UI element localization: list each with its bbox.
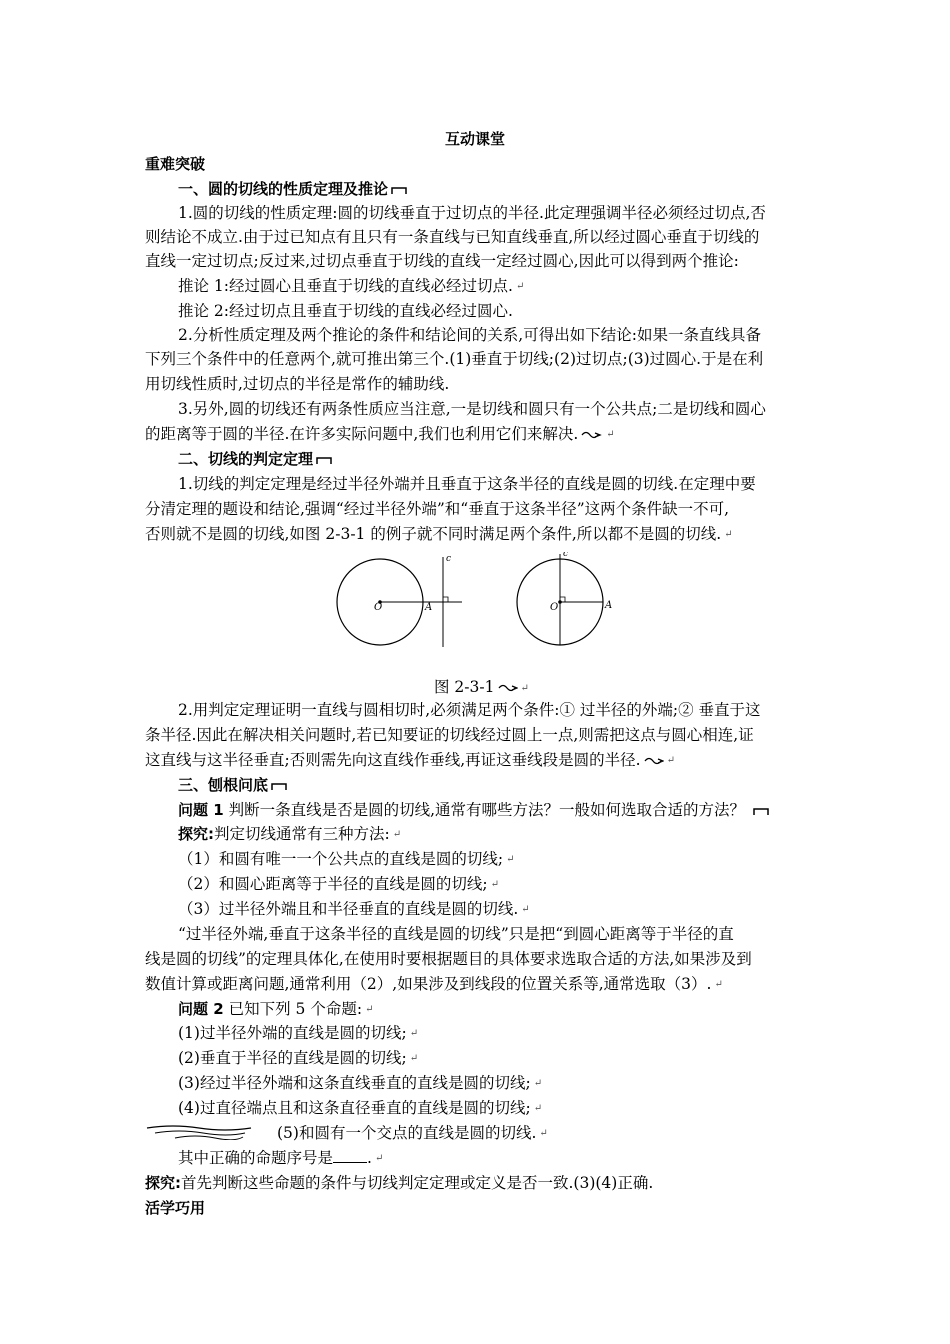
statement-text: (5)和圆有一个交点的直线是圆的切线. xyxy=(277,1124,537,1142)
question-1 xyxy=(178,799,769,821)
paragraph-line: 2.用判定定理证明一直线与圆相切时,必须满足两个条件:① 过半径的外端;② 垂直于这 xyxy=(178,701,761,719)
paragraph-line: 1.切线的判定定理是经过半径外端并且垂直于这条半径的直线是圆的切线.在定理中要 xyxy=(178,475,756,493)
paragraph-line xyxy=(145,973,723,996)
paragraph-line: 2.分析性质定理及两个推论的条件和结论间的关系,可得出如下结论:如果一条直线具备 xyxy=(178,326,761,344)
heading-text: 三、刨根问底 xyxy=(178,776,269,794)
paragraph-mark-icon: ↵ xyxy=(490,879,499,890)
prompt-end: . xyxy=(367,1149,372,1167)
corollary-2: 推论 2:经过切点且垂直于切线的直线必经过圆心. xyxy=(178,302,513,320)
method-3 xyxy=(178,898,530,921)
statement-text: (2)垂直于半径的直线是圆的切线; xyxy=(178,1049,407,1067)
swirl-mark-icon xyxy=(581,430,603,440)
paragraph-line: “过半径外端,垂直于这条半径的直线是圆的切线”只是把“到圆心距离等于半径的直 xyxy=(178,925,734,943)
paragraph-mark-icon: ↵ xyxy=(506,854,515,865)
paragraph-mark-icon: ↵ xyxy=(533,1103,543,1114)
statement-3 xyxy=(178,1072,542,1095)
heading-criterion-theorem xyxy=(178,448,332,470)
paragraph-mark-icon: ↵ xyxy=(714,979,723,990)
paragraph-mark-icon: ↵ xyxy=(409,1053,419,1064)
paragraph-line: 3.另外,圆的切线还有两条性质应当注意,一是切线和圆只有一个公共点;二是切线和圆心 xyxy=(178,400,766,418)
paragraph-line: 1.圆的切线的性质定理:圆的切线垂直于过切点的半径.此定理强调半径必须经过切点,否 xyxy=(178,204,766,222)
method-text: （3）过半径外端且和半径垂直的直线是圆的切线. xyxy=(178,900,519,918)
heading-in-depth xyxy=(178,774,287,796)
edit-mark-icon xyxy=(391,185,407,195)
edit-mark-icon xyxy=(316,455,332,465)
page-title: 互动课堂 xyxy=(445,130,506,148)
explore-label: 探究: xyxy=(178,825,214,843)
paragraph-line: 条半径.因此在解决相关问题时,若已知要证的切线经过圆上一点,则需把这点与圆心相连,证 xyxy=(145,726,754,744)
figure-caption xyxy=(434,675,529,697)
explore-1 xyxy=(178,823,401,846)
statement-text: (3)经过半径外端和这条直线垂直的直线是圆的切线; xyxy=(178,1074,531,1092)
question-label: 问题 2 xyxy=(178,1000,224,1018)
paragraph-line xyxy=(145,749,675,772)
statement-4 xyxy=(178,1097,542,1120)
paragraph-line: 用切线性质时,过切点的半径是常作的辅助线. xyxy=(145,375,450,393)
method-1 xyxy=(178,848,514,871)
statement-5 xyxy=(277,1122,548,1145)
explore-label: 探究: xyxy=(145,1174,181,1192)
paragraph-mark-icon: ↵ xyxy=(409,1028,419,1039)
paragraph-line: 线是圆的切线”的定理具体化,在使用时要根据题目的具体要求选取合适的方法,如果涉及到 xyxy=(145,950,752,968)
paragraph-text: 数值计算或距离问题,通常利用（2）,如果涉及到线段的位置关系等,通常选取（3）. xyxy=(145,975,712,993)
right-angle-left xyxy=(443,597,448,602)
heading-text: 一、圆的切线的性质定理及推论 xyxy=(178,180,389,198)
paragraph-mark-icon: ↵ xyxy=(666,755,675,766)
paragraph-text: 的距离等于圆的半径.在许多实际问题中,我们也利用它们来解决. xyxy=(145,425,579,443)
section-heading: 重难突破 xyxy=(145,155,206,173)
figure-right xyxy=(517,552,612,645)
question-text: 判断一条直线是否是圆的切线,通常有哪些方法？一般如何选取合适的方法？ xyxy=(228,801,746,819)
paragraph-line: 则结论不成立.由于过已知点有且只有一条直线与已知直线垂直,所以经过圆心垂直于切线的 xyxy=(145,228,760,246)
label-o-right: O xyxy=(550,602,559,613)
figure-2-3-1 xyxy=(330,552,630,662)
heading-property-theorem xyxy=(178,178,407,200)
label-c-right: c xyxy=(563,552,569,559)
statement-text: (1)过半径外端的直线是圆的切线; xyxy=(178,1024,407,1042)
method-text: （1）和圆有唯一一个公共点的直线是圆的切线; xyxy=(178,850,504,868)
paragraph-text: 否则就不是圆的切线,如图 2-3-1 的例子就不同时满足两个条件,所以都不是圆的切线. xyxy=(145,525,722,543)
paragraph-mark-icon: ↵ xyxy=(374,1153,384,1164)
section-heading-practice: 活学巧用 xyxy=(145,1199,206,1217)
method-2 xyxy=(178,873,499,896)
paragraph-mark-icon: ↵ xyxy=(606,429,615,440)
paragraph-text: 这直线与这半径垂直;否则需先向这直线作垂线,再证这垂线段是圆的半径. xyxy=(145,751,641,769)
method-text: （2）和圆心距离等于半径的直线是圆的切线; xyxy=(178,875,488,893)
prompt-text: 其中正确的命题序号是 xyxy=(178,1149,334,1167)
explore-2 xyxy=(145,1172,653,1194)
paragraph-mark-icon: ↵ xyxy=(365,1004,374,1015)
statement-2 xyxy=(178,1047,418,1070)
paragraph-mark-icon: ↵ xyxy=(521,904,530,915)
explore-text: 首先判断这些命题的条件与切线判定定理或定义是否一致.(3)(4)正确. xyxy=(181,1174,654,1192)
question-label: 问题 1 xyxy=(178,801,224,819)
paragraph-mark-icon: ↵ xyxy=(533,1078,543,1089)
label-o-left: O xyxy=(374,602,383,613)
edit-mark-icon xyxy=(271,781,287,791)
paragraph-line: 下列三个条件中的任意两个,就可推出第三个.(1)垂直于切线;(2)过切点;(3)过圆心.于是在利 xyxy=(145,350,764,368)
statement-text: (4)过直径端点且和这条直径垂直的直线是圆的切线; xyxy=(178,1099,531,1117)
paragraph-mark-icon: ↵ xyxy=(539,1128,548,1139)
statement-1 xyxy=(178,1022,418,1045)
swirl-mark-icon xyxy=(498,683,518,693)
corollary-1 xyxy=(178,275,524,298)
paragraph-mark-icon: ↵ xyxy=(724,529,733,540)
paragraph-line: 分清定理的题设和结论,强调“经过半径外端”和“垂直于这条半径”这两个条件缺一不可, xyxy=(145,500,730,518)
paragraph-line: 直线一定过切点;反过来,过切点垂直于切线的直线一定经过圆心,因此可以得到两个推论: xyxy=(145,252,739,270)
answer-blank xyxy=(333,1148,367,1163)
question-2 xyxy=(178,998,373,1021)
wavy-decoration-icon xyxy=(145,1124,255,1140)
paragraph-mark-icon: ↵ xyxy=(392,829,402,840)
edit-mark-icon xyxy=(753,806,769,816)
question-text: 已知下列 5 个命题: xyxy=(228,1000,363,1018)
corollary-text: 推论 1:经过圆心且垂直于切线的直线必经过切点. xyxy=(178,277,513,295)
label-a-left: A xyxy=(425,602,433,613)
label-c-left: c xyxy=(446,554,452,564)
paragraph-line xyxy=(145,423,615,446)
figure-left xyxy=(337,554,462,647)
label-a-right: A xyxy=(605,600,613,611)
paragraph-mark-icon: ↵ xyxy=(520,682,529,694)
explore-text: 判定切线通常有三种方法: xyxy=(214,825,390,843)
paragraph-line xyxy=(145,523,733,546)
caption-text: 图 2-3-1 xyxy=(434,678,495,696)
answer-prompt xyxy=(178,1147,383,1170)
heading-text: 二、切线的判定定理 xyxy=(178,450,314,468)
swirl-mark-icon xyxy=(644,756,664,766)
paragraph-mark-icon: ↵ xyxy=(515,281,525,292)
